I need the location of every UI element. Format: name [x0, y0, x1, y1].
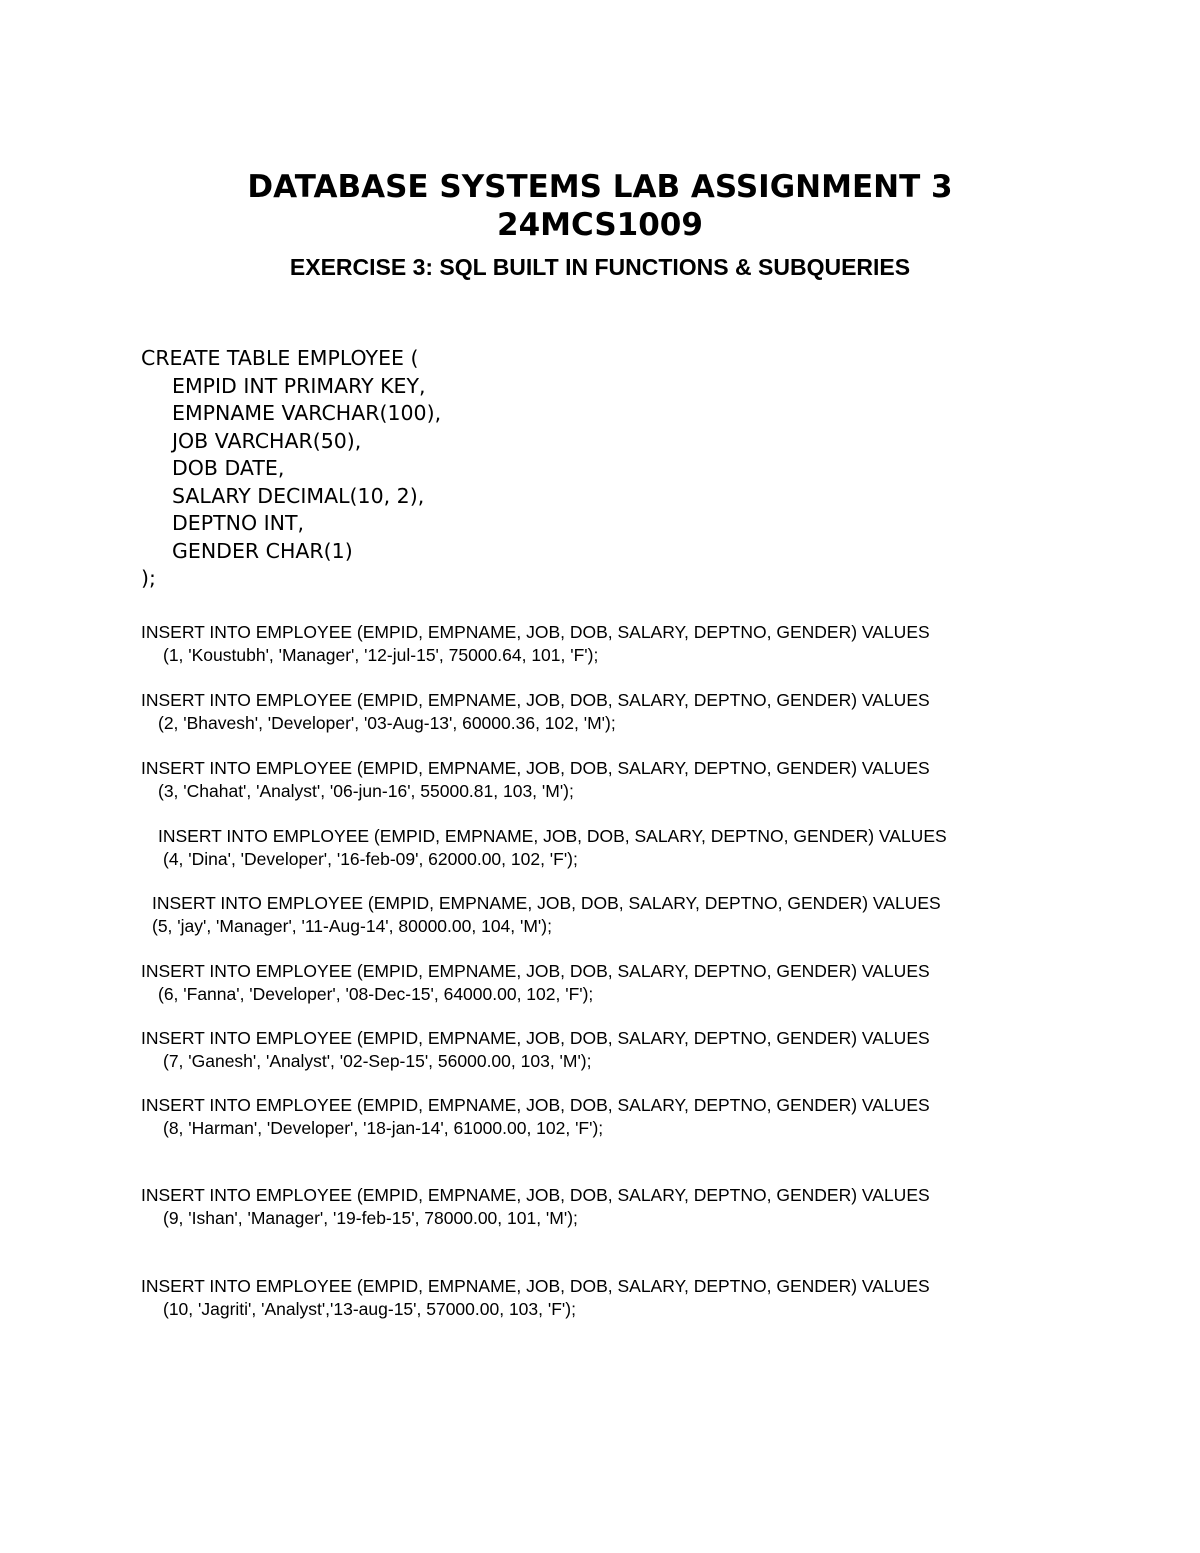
insert-statement [141, 757, 930, 803]
insert-values: (7, 'Ganesh', 'Analyst', '02-Sep-15', 56000.00, 103, 'M'); [163, 1051, 592, 1071]
insert-values: (3, 'Chahat', 'Analyst', '06-jun-16', 55000.81, 103, 'M'); [158, 781, 574, 801]
insert-statement [141, 1094, 930, 1140]
insert-clause: INSERT INTO EMPLOYEE (EMPID, EMPNAME, JOB, DOB, SALARY, DEPTNO, GENDER) VALUES [141, 758, 930, 778]
roll-number: 24MCS1009 [497, 207, 703, 243]
insert-values: (2, 'Bhavesh', 'Developer', '03-Aug-13', 60000.36, 102, 'M'); [158, 713, 616, 733]
column-definition: GENDER CHAR(1) [172, 538, 353, 563]
insert-statement [141, 1184, 930, 1230]
insert-statement [141, 1275, 930, 1321]
insert-clause: INSERT INTO EMPLOYEE (EMPID, EMPNAME, JOB, DOB, SALARY, DEPTNO, GENDER) VALUES [141, 1276, 930, 1296]
insert-clause: INSERT INTO EMPLOYEE (EMPID, EMPNAME, JOB, DOB, SALARY, DEPTNO, GENDER) VALUES [141, 690, 930, 710]
title-block [0, 168, 1200, 282]
insert-clause: INSERT INTO EMPLOYEE (EMPID, EMPNAME, JOB, DOB, SALARY, DEPTNO, GENDER) VALUES [152, 893, 941, 913]
column-definition: DOB DATE, [172, 456, 285, 480]
insert-statement [141, 621, 930, 667]
insert-values: (6, 'Fanna', 'Developer', '08-Dec-15', 64000.00, 102, 'F'); [158, 984, 594, 1004]
column-definition: DEPTNO INT, [172, 511, 305, 535]
insert-clause: INSERT INTO EMPLOYEE (EMPID, EMPNAME, JOB, DOB, SALARY, DEPTNO, GENDER) VALUES [141, 961, 930, 981]
insert-clause: INSERT INTO EMPLOYEE (EMPID, EMPNAME, JOB, DOB, SALARY, DEPTNO, GENDER) VALUES [141, 622, 930, 642]
insert-values: (10, 'Jagriti', 'Analyst','13-aug-15', 57000.00, 103, 'F'); [163, 1299, 576, 1319]
insert-values: (1, 'Koustubh', 'Manager', '12-jul-15', 75000.64, 101, 'F'); [163, 645, 599, 665]
column-definition: SALARY DECIMAL(10, 2), [172, 483, 425, 508]
column-definition: EMPNAME VARCHAR(100), [172, 401, 442, 425]
insert-values: (9, 'Ishan', 'Manager', '19-feb-15', 78000.00, 101, 'M'); [163, 1208, 578, 1228]
create-table-footer: ); [141, 566, 156, 590]
column-definition: JOB VARCHAR(50), [172, 428, 362, 453]
exercise-heading: EXERCISE 3: SQL BUILT IN FUNCTIONS & SUBQUERIES [289, 254, 911, 280]
insert-values: (5, 'jay', 'Manager', '11-Aug-14', 80000.00, 104, 'M'); [152, 916, 552, 936]
insert-statement [141, 689, 930, 735]
insert-values: (8, 'Harman', 'Developer', '18-jan-14', 61000.00, 102, 'F'); [163, 1118, 604, 1138]
create-table-block [141, 345, 441, 593]
document-title: DATABASE SYSTEMS LAB ASSIGNMENT 3 [247, 169, 953, 205]
insert-statement [141, 1027, 930, 1073]
column-definition: EMPID INT PRIMARY KEY, [172, 373, 426, 398]
insert-statement [158, 825, 947, 871]
insert-statement [152, 892, 941, 938]
create-table-header: CREATE TABLE EMPLOYEE ( [141, 346, 419, 370]
insert-clause: INSERT INTO EMPLOYEE (EMPID, EMPNAME, JOB, DOB, SALARY, DEPTNO, GENDER) VALUES [141, 1028, 930, 1048]
insert-clause: INSERT INTO EMPLOYEE (EMPID, EMPNAME, JOB, DOB, SALARY, DEPTNO, GENDER) VALUES [141, 1095, 930, 1115]
insert-clause: INSERT INTO EMPLOYEE (EMPID, EMPNAME, JOB, DOB, SALARY, DEPTNO, GENDER) VALUES [141, 1185, 930, 1205]
insert-values: (4, 'Dina', 'Developer', '16-feb-09', 62000.00, 102, 'F'); [163, 849, 578, 869]
insert-statement [141, 960, 930, 1006]
insert-clause: INSERT INTO EMPLOYEE (EMPID, EMPNAME, JOB, DOB, SALARY, DEPTNO, GENDER) VALUES [158, 826, 947, 846]
